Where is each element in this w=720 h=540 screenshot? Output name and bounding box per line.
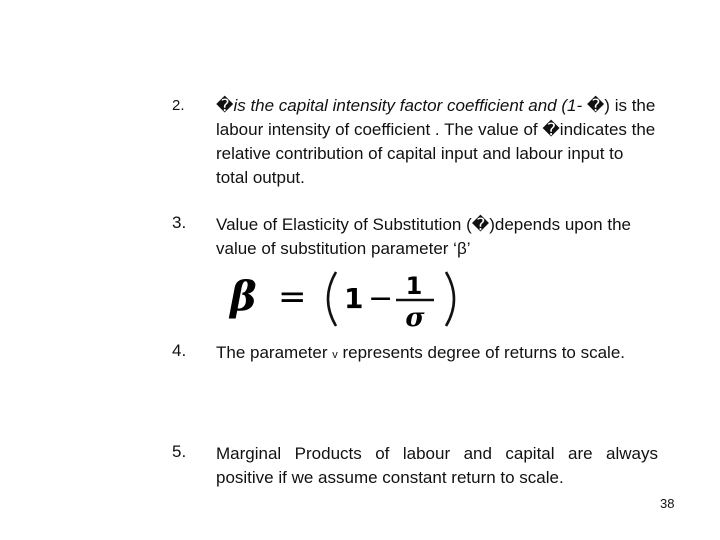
item-text-a: Value of Elasticity of Substitution ( (216, 215, 472, 234)
beta-formula (228, 264, 508, 334)
item-number: 4. (172, 341, 187, 360)
item-text (216, 341, 658, 367)
missing-glyph: � (471, 215, 490, 235)
formula-numerator: 1 (405, 272, 423, 300)
formula-left-paren (328, 272, 336, 326)
missing-glyph: � (542, 120, 560, 140)
item-text-b: )depends upon the value of substitution parameter ‘β’ (216, 215, 631, 258)
item-text-b: represents degree of returns to scale. (337, 343, 625, 362)
page-number: 38 (660, 496, 675, 511)
close-paren: ) (604, 96, 610, 115)
item-number: 5. (172, 442, 187, 461)
item-text (216, 213, 658, 261)
missing-glyph: � (586, 96, 605, 116)
item-text-rest: is the labour intensity of coefficient . The value of (216, 96, 656, 139)
formula-denominator: σ (405, 303, 425, 333)
missing-glyph: � (216, 96, 234, 116)
returns-symbol: v (332, 349, 338, 361)
formula-minus: − (368, 281, 394, 316)
item-text-italic: is the capital intensity factor coefficient and (1- (233, 96, 587, 115)
formula-right-paren (446, 272, 454, 326)
formula-equals: = (278, 277, 307, 317)
item-number: 2. (172, 97, 185, 114)
item-number: 3. (172, 213, 187, 232)
formula-beta: β (230, 273, 257, 320)
formula-one: 1 (344, 282, 364, 315)
item-text: Marginal Products of labour and capital are always positive if we assume constant return to scale. (216, 444, 658, 487)
formula-graphic (228, 264, 508, 334)
item-text-a: The parameter (216, 343, 333, 362)
item-text (216, 94, 658, 190)
item-text-rest2: indicates the relative contribution of capital input and labour input to total output. (216, 120, 656, 187)
